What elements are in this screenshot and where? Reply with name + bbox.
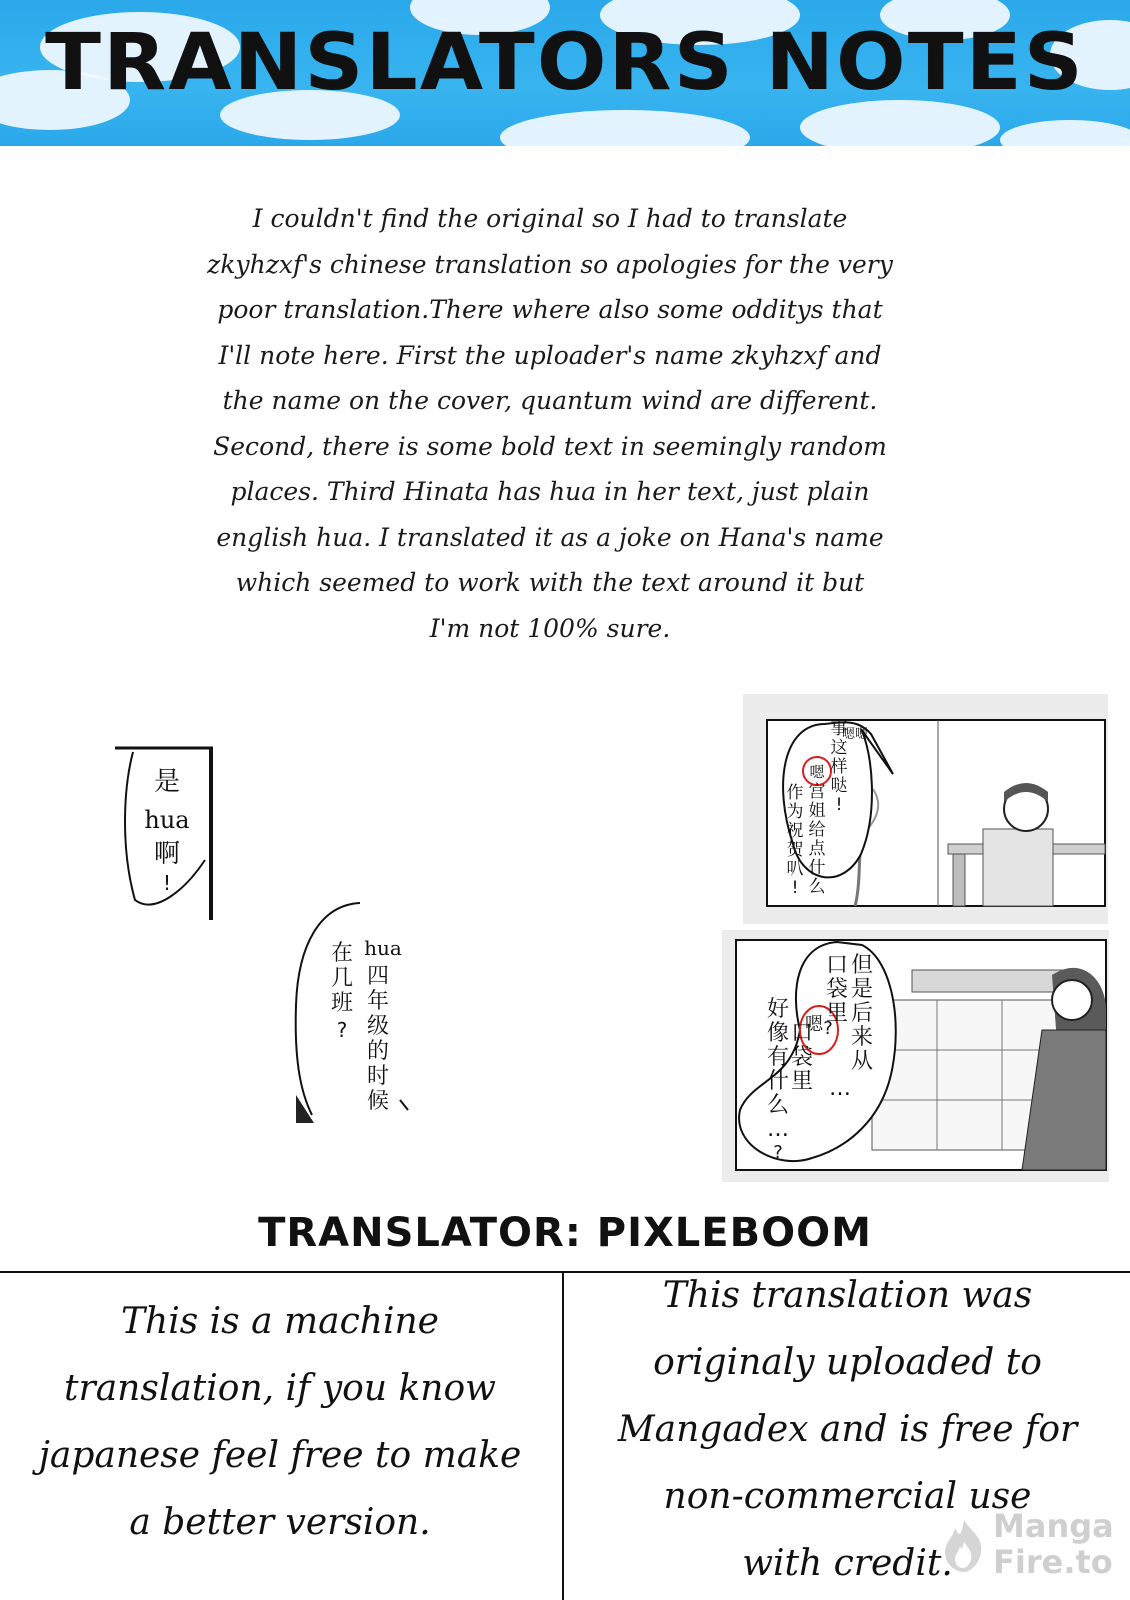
bubble-char: 四 [366, 964, 390, 989]
manga-crop-left [115, 730, 221, 920]
bubble-char: 事 [830, 719, 848, 739]
footer-line: This is a machine [121, 1301, 439, 1342]
bubble-char: 嗯 [809, 763, 825, 781]
bubble-char: 里 [825, 1001, 849, 1026]
watermark-line: Fire.to [993, 1543, 1113, 1581]
bubble-char: 给 [808, 820, 826, 840]
bubble-char: 年 [366, 989, 390, 1014]
bubble-char: 么 [808, 877, 826, 897]
manga-crop-middle-art [290, 895, 420, 1125]
bubble-char: 来 [850, 1025, 874, 1050]
bubble-char: 袋 [790, 1045, 814, 1070]
bubble-char: 口 [790, 1021, 814, 1046]
bubble-char: 这 [830, 738, 848, 758]
bubble-char: 有 [766, 1045, 790, 1070]
bubble-char: 口 [825, 953, 849, 978]
bubble-char: 样 [830, 757, 848, 777]
notes-line: the name on the cover, quantum wind are different. [222, 386, 878, 415]
bubble-char: 是 [850, 977, 874, 1002]
footer-column-divider [562, 1271, 564, 1600]
bubble-char: 为 [786, 802, 804, 822]
footer-line: non-commercial use [663, 1476, 1032, 1517]
bubble-char: 但 [850, 953, 874, 978]
bubble-char: 么 [766, 1093, 790, 1118]
manga-crop-middle [290, 895, 420, 1125]
translator-notes [180, 196, 920, 651]
bubble-char: 点 [808, 839, 826, 859]
notes-line: poor translation.There where also some odditys that [217, 295, 883, 324]
bubble-char: 啊 [153, 839, 181, 869]
watermark-line: Manga [993, 1507, 1114, 1545]
manga-panel-top-right [743, 694, 1108, 924]
cloud-decoration [500, 110, 750, 146]
bubble-char: hua [144, 806, 190, 834]
notes-line: english hua. I translated it as a joke on Hana's name [216, 522, 884, 552]
footer-line: a better version. [129, 1502, 431, 1543]
bubble-char: ? [336, 1018, 348, 1042]
notes-line: I'm not 100% sure. [429, 613, 671, 643]
bubble-char: 级 [366, 1014, 390, 1039]
notes-line: I'll note here. First the uploader's name zkyhzxf and [218, 340, 882, 370]
bubble-char: 在 [330, 941, 354, 966]
bubble-char: 后 [850, 1001, 874, 1026]
translator-credit: TRANSLATOR: PIXLEBOOM [258, 1210, 872, 1256]
notes-line: places. Third Hinata has hua in her text, just plain [230, 477, 870, 506]
bubble-char: 姐 [808, 801, 826, 821]
footer-line: This translation was [662, 1275, 1033, 1316]
header-banner [0, 0, 1130, 146]
bubble-char: 贺 [786, 840, 804, 860]
bubble-char: 是 [153, 767, 181, 797]
bubble-char: 时 [366, 1064, 390, 1089]
bubble-char: 祝 [786, 821, 804, 841]
footer-line: with credit. [742, 1543, 953, 1584]
bubble-char: 里 [790, 1069, 814, 1094]
footer-line: japanese feel free to make [38, 1435, 522, 1476]
mangafire-logo-icon [935, 1516, 993, 1574]
bubble-char: ! [835, 795, 843, 815]
bubble-char: 几 [330, 966, 354, 991]
bubble-char: 袋 [825, 977, 849, 1002]
bubble-char: ! [162, 871, 172, 895]
bubble-char: 宫 [808, 782, 826, 802]
bubble-char: 什 [808, 858, 826, 878]
bubble-char: hua [364, 936, 402, 960]
notes-line: zkyhzxf's chinese translation so apologies for the very [207, 249, 893, 279]
bubble-char: 的 [366, 1039, 390, 1064]
bubble-char: ! [791, 878, 799, 898]
footer-line: originaly uploaded to [653, 1342, 1042, 1383]
bubble-char: 什 [766, 1069, 790, 1094]
footer-line: Mangadex and is free for [617, 1409, 1078, 1450]
bubble-char: ? [823, 1018, 833, 1039]
bubble-char: 从 [850, 1049, 874, 1074]
mangafire-watermark [935, 1502, 1114, 1592]
page-title: TRANSLATORS NOTES [45, 18, 1085, 108]
bubble-char: 班 [330, 991, 354, 1016]
footer-line: translation, if you know [64, 1368, 496, 1409]
bubble-char: 候 [366, 1089, 390, 1114]
notes-line: Second, there is some bold text in seemingly random [213, 431, 887, 461]
bubble-char: 好 [766, 997, 790, 1022]
machine-translation-note [10, 1288, 550, 1556]
notes-line: which seemed to work with the text around it but [235, 568, 865, 597]
manga-panel-top-right-art [743, 694, 1108, 924]
bubble-char: 嗯 [805, 1014, 823, 1035]
manga-crop-left-art [115, 730, 221, 920]
manga-panel-bottom-right-art [722, 930, 1109, 1182]
manga-panel-bottom-right [722, 930, 1109, 1182]
bubble-char: 像 [766, 1021, 790, 1046]
cloud-decoration [1000, 120, 1130, 146]
notes-line: I couldn't find the original so I had to translate [252, 204, 848, 233]
bubble-char: … [829, 1076, 851, 1101]
bubble-char: ? [773, 1142, 783, 1163]
bubble-char: 叭 [786, 859, 804, 879]
bubble-char: 哒 [830, 776, 848, 796]
bubble-char: … [767, 1117, 789, 1142]
bubble-char: 作 [786, 783, 804, 803]
sfx-text: 嗯嗯 [841, 727, 869, 742]
